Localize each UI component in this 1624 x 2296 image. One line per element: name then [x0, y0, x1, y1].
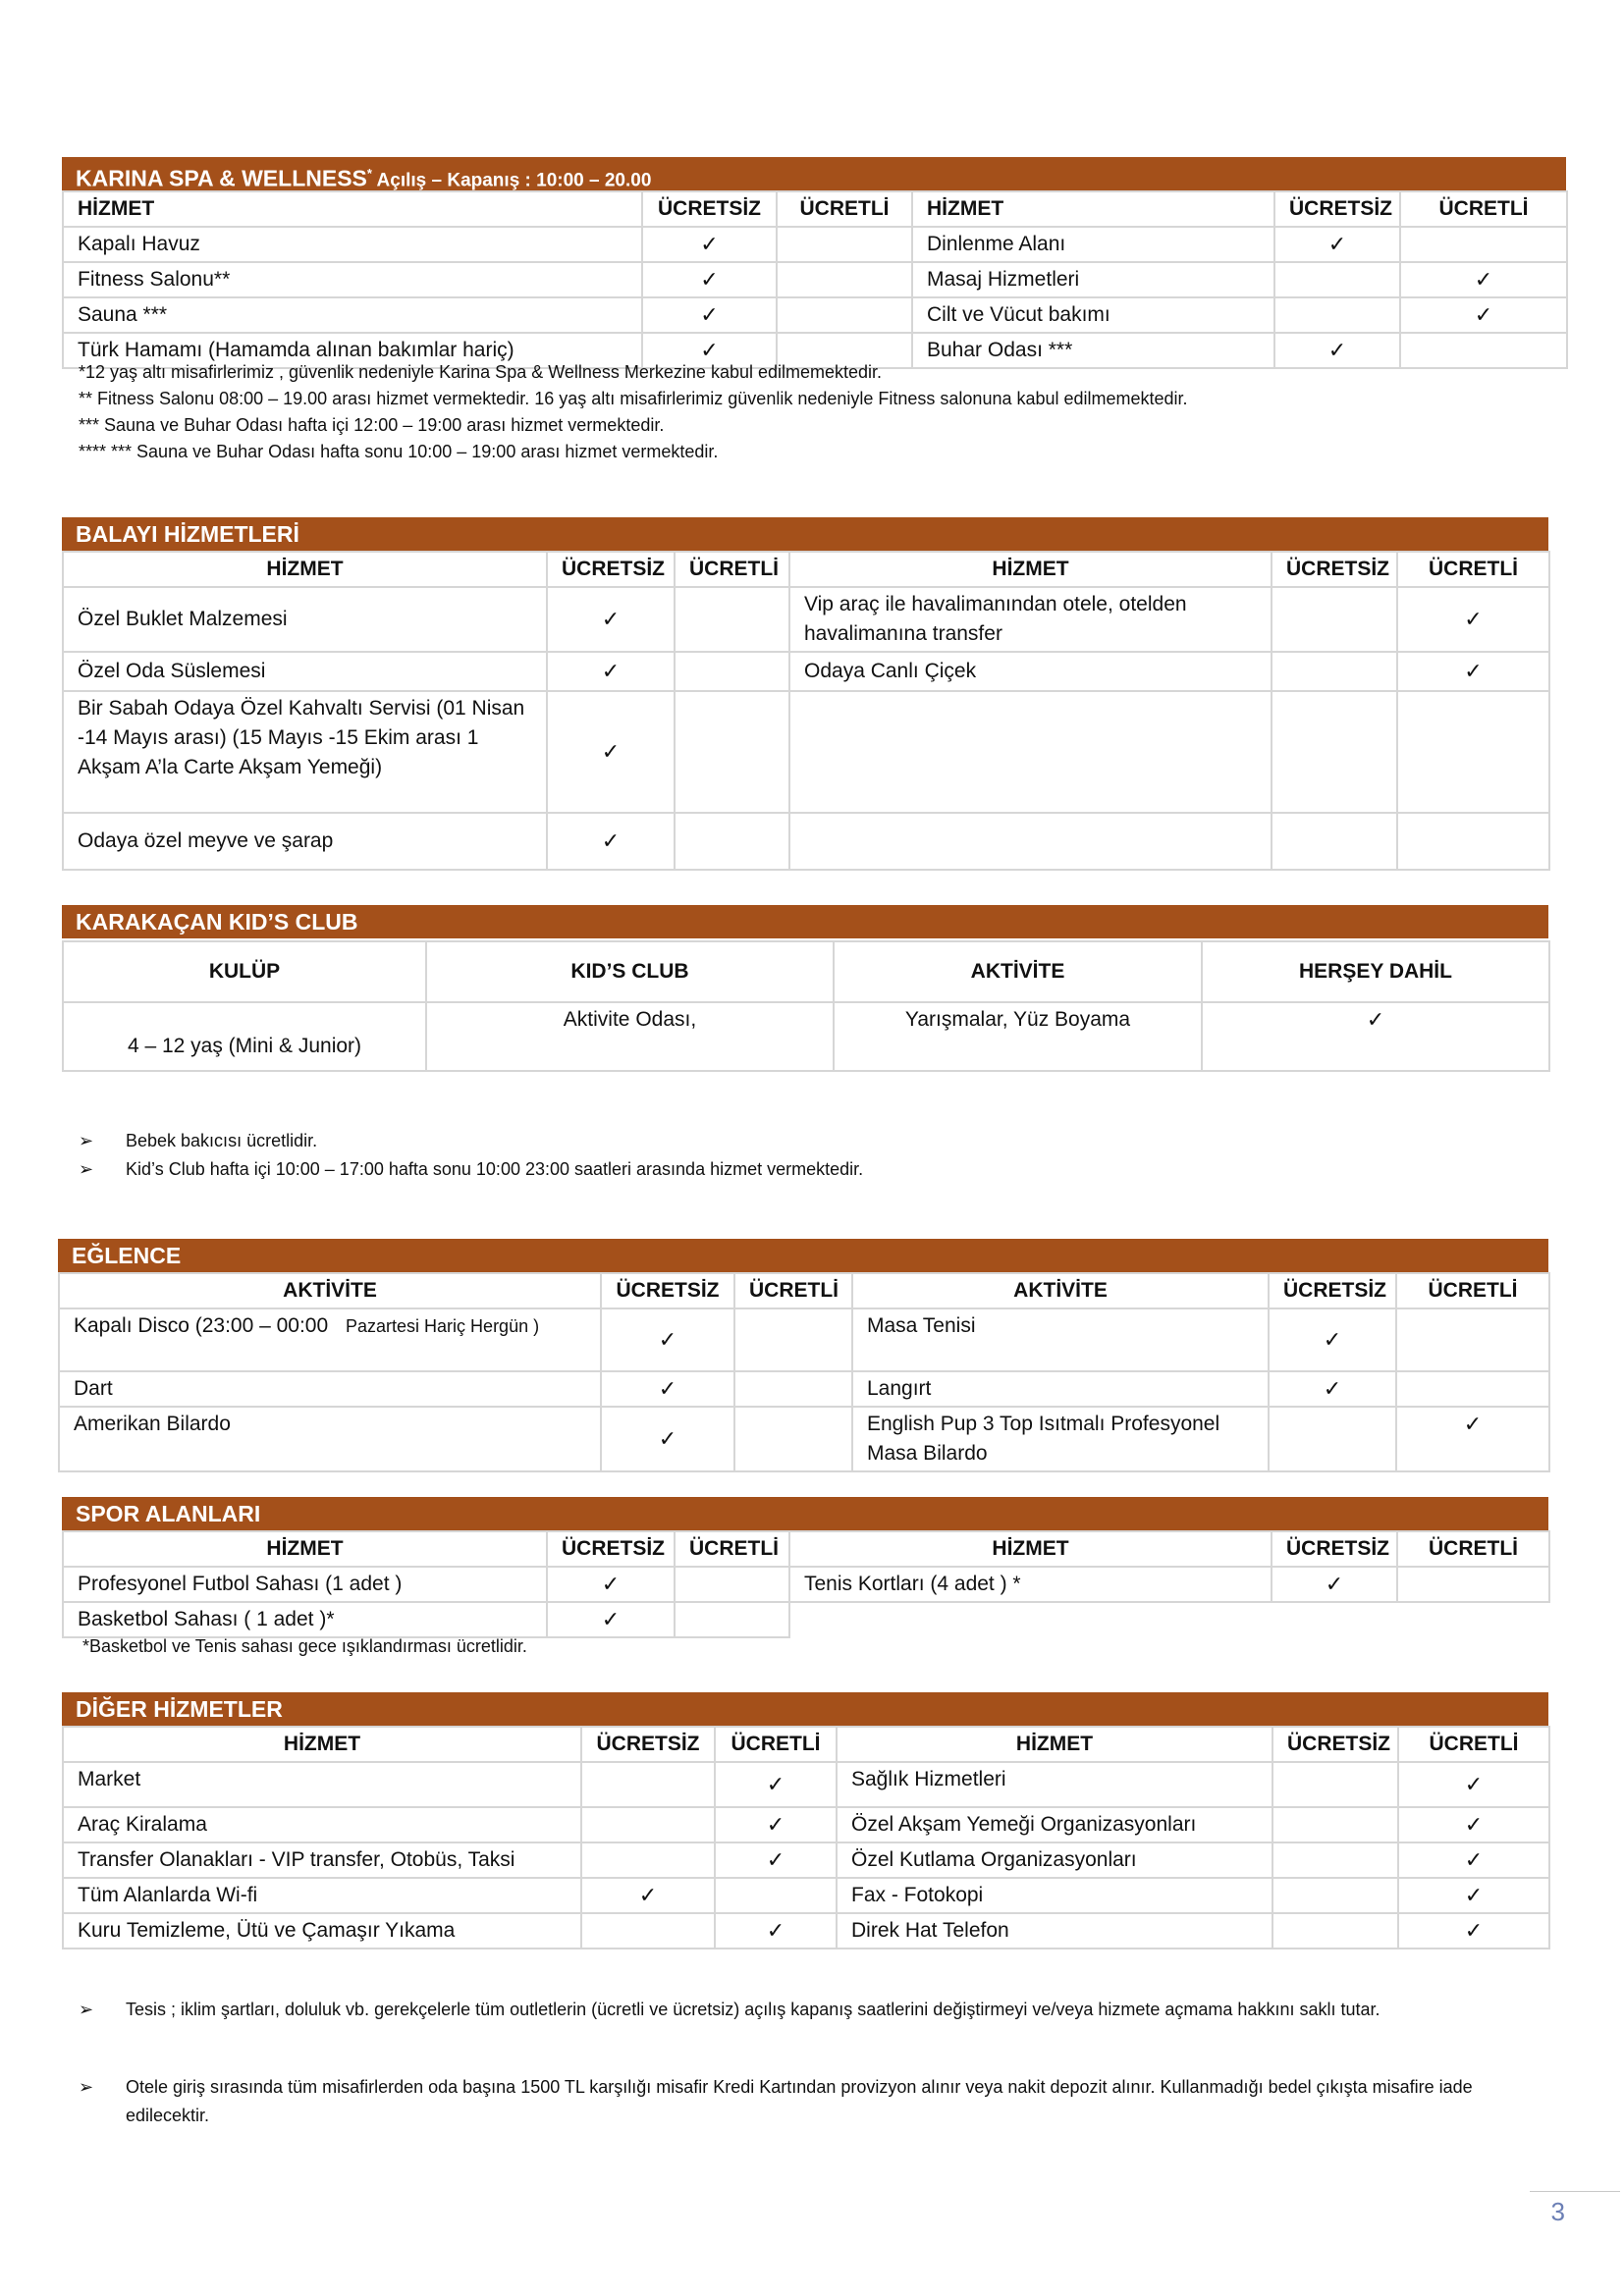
- service-name: Buhar Odası ***: [912, 333, 1274, 368]
- service-name: Kuru Temizleme, Ütü ve Çamaşır Yıkama: [63, 1913, 581, 1949]
- spa-note-2: ** Fitness Salonu 08:00 – 19.00 arası hizmet vermektedir. 16 yaş altı misafirlerimiz güvenlik nedeniyle Fitness salonuna kabul edilmemektedir.: [79, 389, 1188, 408]
- check-icon: ✓: [715, 1913, 837, 1949]
- check-cell: [715, 1878, 837, 1913]
- check-cell: [777, 262, 912, 297]
- check-cell: [1272, 1913, 1398, 1949]
- balayi-header: [62, 517, 1548, 551]
- check-icon: ✓: [1398, 1762, 1549, 1807]
- table-row: [59, 1371, 1549, 1407]
- empty-cell: [789, 1602, 1272, 1637]
- kids-age: 4 – 12 yaş (Mini & Junior): [63, 1002, 426, 1071]
- spa-hours: Açılış – Kapanış : 10:00 – 20.00: [371, 170, 652, 191]
- table-row: [63, 813, 1549, 870]
- check-cell: [675, 587, 789, 652]
- service-name: Sauna ***: [63, 297, 642, 333]
- check-icon: ✓: [1272, 1567, 1397, 1602]
- service-name: Özel Buklet Malzemesi: [63, 587, 547, 652]
- spa-title-sup: *: [366, 166, 372, 181]
- table-row: [63, 1602, 1549, 1637]
- col-ucretsiz: ÜCRETSİZ: [1274, 191, 1400, 227]
- service-name: Fitness Salonu**: [63, 262, 642, 297]
- col-hersey-dahil: HERŞEY DAHİL: [1202, 941, 1549, 1002]
- bullet-text: Kid’s Club hafta içi 10:00 – 17:00 hafta sonu 10:00 23:00 saatleri arasında hizmet vermektedir.: [126, 1159, 864, 1179]
- check-cell: [1272, 1842, 1398, 1878]
- check-cell: [1272, 813, 1397, 870]
- check-cell: [777, 227, 912, 262]
- spor-header-row: [63, 1531, 1549, 1567]
- table-row: [63, 652, 1549, 691]
- service-name: Basketbol Sahası ( 1 adet )*: [63, 1602, 547, 1637]
- check-icon: ✓: [1397, 587, 1549, 652]
- kids-header: [62, 905, 1548, 938]
- check-icon: ✓: [1269, 1308, 1396, 1371]
- check-cell: [581, 1913, 715, 1949]
- check-icon: ✓: [601, 1308, 734, 1371]
- col-hizmet: HİZMET: [912, 191, 1274, 227]
- col-ucretli: ÜCRETLİ: [1400, 191, 1567, 227]
- kids-title: KARAKAÇAN KID’S CLUB: [76, 909, 358, 934]
- page-number: 3: [1550, 2197, 1565, 2226]
- service-name: Özel Oda Süslemesi: [63, 652, 547, 691]
- table-row: [63, 1913, 1549, 1949]
- col-hizmet: HİZMET: [63, 191, 642, 227]
- service-name: [789, 813, 1272, 870]
- balayi-table: [62, 551, 1550, 871]
- check-cell: [1272, 652, 1397, 691]
- spor-title: SPOR ALANLARI: [76, 1501, 261, 1526]
- check-icon: ✓: [547, 813, 675, 870]
- disco-schedule: Pazartesi Hariç Hergün ): [346, 1316, 540, 1336]
- spor-table: [62, 1530, 1550, 1638]
- spa-note-3: *** Sauna ve Buhar Odası hafta içi 12:00 – 19:00 arası hizmet vermektedir.: [79, 415, 665, 435]
- spor-note: *Basketbol ve Tenis sahası gece ışıklandırması ücretlidir.: [82, 1636, 527, 1656]
- check-icon: ✓: [642, 227, 777, 262]
- check-cell: [1272, 691, 1397, 813]
- activity-name: Masa Tenisi: [852, 1308, 1269, 1371]
- service-name: Dinlenme Alanı: [912, 227, 1274, 262]
- check-icon: ✓: [1202, 1002, 1549, 1071]
- service-name: Masaj Hizmetleri: [912, 262, 1274, 297]
- check-icon: ✓: [1396, 1407, 1549, 1471]
- check-icon: ✓: [547, 1602, 675, 1637]
- service-name: Türk Hamamı (Hamamda alınan bakımlar hariç): [63, 333, 642, 368]
- col-hizmet: HİZMET: [63, 1727, 581, 1762]
- table-row: [59, 1308, 1549, 1371]
- check-cell: [1274, 262, 1400, 297]
- service-name: [789, 691, 1272, 813]
- col-ucretli: ÜCRETLİ: [1397, 1531, 1549, 1567]
- service-name: Direk Hat Telefon: [837, 1913, 1272, 1949]
- col-aktivite: AKTİVİTE: [59, 1273, 601, 1308]
- arrow-bullet-icon: ➢: [79, 1159, 94, 1179]
- eglence-header-row: [59, 1273, 1549, 1308]
- col-ucretli: ÜCRETLİ: [715, 1727, 837, 1762]
- check-icon: ✓: [642, 333, 777, 368]
- check-cell: [1272, 1762, 1398, 1807]
- arrow-bullet-icon: ➢: [79, 2000, 94, 2019]
- spor-header: [62, 1497, 1548, 1530]
- table-row: [63, 1002, 1549, 1071]
- col-hizmet: HİZMET: [63, 1531, 547, 1567]
- table-row: [63, 587, 1549, 652]
- bullet-text: Bebek bakıcısı ücretlidir.: [126, 1131, 318, 1150]
- eglence-table: [58, 1272, 1550, 1472]
- service-name: Cilt ve Vücut bakımı: [912, 297, 1274, 333]
- kids-header-row: [63, 941, 1549, 1002]
- spa-note-1: *12 yaş altı misafirlerimiz , güvenlik nedeniyle Karina Spa & Wellness Merkezine kabul edilmemektedir.: [79, 362, 883, 382]
- activity-name: [59, 1308, 601, 1371]
- service-name: Özel Kutlama Organizasyonları: [837, 1842, 1272, 1878]
- check-icon: ✓: [642, 297, 777, 333]
- arrow-bullet-icon: ➢: [79, 2077, 94, 2097]
- service-name: Profesyonel Futbol Sahası (1 adet ): [63, 1567, 547, 1602]
- check-icon: ✓: [1400, 262, 1567, 297]
- col-ucretli: ÜCRETLİ: [1398, 1727, 1549, 1762]
- check-icon: ✓: [715, 1762, 837, 1807]
- disco-label: Kapalı Disco (23:00 – 00:00: [74, 1314, 329, 1337]
- spa-header: [62, 157, 1566, 190]
- check-cell: [734, 1407, 852, 1471]
- diger-title: DİĞER HİZMETLER: [76, 1696, 283, 1722]
- check-icon: ✓: [1398, 1842, 1549, 1878]
- activity-name: Amerikan Bilardo: [59, 1407, 601, 1471]
- service-name: Sağlık Hizmetleri: [837, 1762, 1272, 1807]
- check-icon: ✓: [581, 1878, 715, 1913]
- check-cell: [734, 1308, 852, 1371]
- check-icon: ✓: [1398, 1807, 1549, 1842]
- col-kids-club: KID’S CLUB: [426, 941, 834, 1002]
- service-name: Özel Akşam Yemeği Organizasyonları: [837, 1807, 1272, 1842]
- col-ucretli: ÜCRETLİ: [675, 1531, 789, 1567]
- kids-room: Aktivite Odası,: [426, 1002, 834, 1071]
- check-cell: [1400, 227, 1567, 262]
- col-ucretsiz: ÜCRETSİZ: [1272, 552, 1397, 587]
- service-name: Transfer Olanakları - VIP transfer, Otobüs, Taksi: [63, 1842, 581, 1878]
- eglence-header: [58, 1239, 1548, 1272]
- col-hizmet: HİZMET: [63, 552, 547, 587]
- service-name: Bir Sabah Odaya Özel Kahvaltı Servisi (01 Nisan -14 Mayıs arası) (15 Mayıs -15 Ekim arası 1 Akşam A’la Carte Akşam Yemeği): [63, 691, 547, 813]
- col-hizmet: HİZMET: [789, 552, 1272, 587]
- check-cell: [777, 297, 912, 333]
- check-icon: ✓: [547, 652, 675, 691]
- empty-cell: [1397, 1602, 1549, 1637]
- col-ucretsiz: ÜCRETSİZ: [601, 1273, 734, 1308]
- col-kulup: KULÜP: [63, 941, 426, 1002]
- check-icon: ✓: [547, 691, 675, 813]
- col-hizmet: HİZMET: [837, 1727, 1272, 1762]
- check-cell: [734, 1371, 852, 1407]
- col-ucretli: ÜCRETLİ: [1397, 552, 1549, 587]
- check-cell: [581, 1842, 715, 1878]
- check-cell: [581, 1807, 715, 1842]
- service-name: Fax - Fotokopi: [837, 1878, 1272, 1913]
- check-icon: ✓: [715, 1842, 837, 1878]
- service-name: Tüm Alanlarda Wi-fi: [63, 1878, 581, 1913]
- check-icon: ✓: [1398, 1878, 1549, 1913]
- table-row: [63, 1762, 1549, 1807]
- col-ucretli: ÜCRETLİ: [1396, 1273, 1549, 1308]
- service-name: Vip araç ile havalimanından otele, otelden havalimanına transfer: [789, 587, 1272, 652]
- check-cell: [675, 813, 789, 870]
- check-cell: [1272, 1807, 1398, 1842]
- check-icon: ✓: [547, 587, 675, 652]
- check-cell: [1397, 691, 1549, 813]
- col-hizmet: HİZMET: [789, 1531, 1272, 1567]
- table-row: [63, 297, 1567, 333]
- service-name: Araç Kiralama: [63, 1807, 581, 1842]
- table-row: [63, 1567, 1549, 1602]
- kids-table: [62, 940, 1550, 1072]
- kids-activities: Yarışmalar, Yüz Boyama: [834, 1002, 1202, 1071]
- col-aktivite: AKTİVİTE: [852, 1273, 1269, 1308]
- spa-note-4: **** *** Sauna ve Buhar Odası hafta sonu 10:00 – 19:00 arası hizmet vermektedir.: [79, 442, 719, 461]
- diger-header-row: [63, 1727, 1549, 1762]
- spa-table: [62, 190, 1568, 369]
- table-row: [63, 262, 1567, 297]
- col-ucretsiz: ÜCRETSİZ: [547, 552, 675, 587]
- check-cell: [1400, 333, 1567, 368]
- table-row: [63, 691, 1549, 813]
- empty-cell: [1272, 1602, 1397, 1637]
- check-icon: ✓: [547, 1567, 675, 1602]
- eglence-title: EĞLENCE: [72, 1243, 182, 1268]
- diger-header: [62, 1692, 1548, 1726]
- check-icon: ✓: [1397, 652, 1549, 691]
- service-name: Kapalı Havuz: [63, 227, 642, 262]
- footer-rule: [1530, 2191, 1620, 2192]
- check-cell: [1274, 297, 1400, 333]
- col-ucretli: ÜCRETLİ: [675, 552, 789, 587]
- table-row: [63, 1807, 1549, 1842]
- check-cell: [1269, 1407, 1396, 1471]
- arrow-bullet-icon: ➢: [79, 1131, 94, 1150]
- col-ucretsiz: ÜCRETSİZ: [642, 191, 777, 227]
- service-name: Market: [63, 1762, 581, 1807]
- check-cell: [675, 1602, 789, 1637]
- check-cell: [1396, 1371, 1549, 1407]
- check-icon: ✓: [601, 1371, 734, 1407]
- check-icon: ✓: [1274, 227, 1400, 262]
- col-ucretli: ÜCRETLİ: [734, 1273, 852, 1308]
- col-aktivite: AKTİVİTE: [834, 941, 1202, 1002]
- check-icon: ✓: [642, 262, 777, 297]
- check-cell: [1397, 813, 1549, 870]
- check-icon: ✓: [715, 1807, 837, 1842]
- diger-table: [62, 1726, 1550, 1949]
- col-ucretsiz: ÜCRETSİZ: [581, 1727, 715, 1762]
- bullet-text: Tesis ; iklim şartları, doluluk vb. gerekçelerle tüm outletlerin (ücretli ve ücretsiz) açılış kapanış saatlerini değiştirmeyi ve/veya hizmete açmama hakkını saklı tutar.: [126, 2000, 1380, 2019]
- bullet-text: Otele giriş sırasında tüm misafirlerden oda başına 1500 TL karşılığı misafir Kredi Kartından provizyon alınır veya nakit depozit alınır. Kullanmadığı bedel çıkışta misafire iade edilecektir.: [126, 2077, 1473, 2125]
- service-name: Tenis Kortları (4 adet ) *: [789, 1567, 1272, 1602]
- col-ucretli: ÜCRETLİ: [777, 191, 912, 227]
- activity-name: Dart: [59, 1371, 601, 1407]
- col-ucretsiz: ÜCRETSİZ: [1269, 1273, 1396, 1308]
- check-cell: [1397, 1567, 1549, 1602]
- service-name: Odaya özel meyve ve şarap: [63, 813, 547, 870]
- check-cell: [581, 1762, 715, 1807]
- col-ucretsiz: ÜCRETSİZ: [1272, 1727, 1398, 1762]
- activity-name: English Pup 3 Top Isıtmalı Profesyonel Masa Bilardo: [852, 1407, 1269, 1471]
- balayi-header-row: [63, 552, 1549, 587]
- check-icon: ✓: [1400, 297, 1567, 333]
- check-cell: [675, 691, 789, 813]
- table-row: [63, 227, 1567, 262]
- check-icon: ✓: [601, 1407, 734, 1471]
- check-icon: ✓: [1274, 333, 1400, 368]
- col-ucretsiz: ÜCRETSİZ: [547, 1531, 675, 1567]
- col-ucretsiz: ÜCRETSİZ: [1272, 1531, 1397, 1567]
- diger-bullet-2: [79, 2073, 1551, 2134]
- check-cell: [675, 1567, 789, 1602]
- check-cell: [1272, 1878, 1398, 1913]
- table-row: [63, 1842, 1549, 1878]
- check-cell: [1272, 587, 1397, 652]
- check-icon: ✓: [1398, 1913, 1549, 1949]
- table-row: [63, 1878, 1549, 1913]
- check-cell: [675, 652, 789, 691]
- activity-name: Langırt: [852, 1371, 1269, 1407]
- table-row: [59, 1407, 1549, 1471]
- balayi-title: BALAYI HİZMETLERİ: [76, 521, 299, 547]
- spa-title: KARINA SPA & WELLNESS: [76, 165, 367, 191]
- service-name: Odaya Canlı Çiçek: [789, 652, 1272, 691]
- spa-header-row: [63, 191, 1567, 227]
- check-cell: [1396, 1308, 1549, 1371]
- diger-bullet-1: [79, 1996, 1551, 2056]
- check-icon: ✓: [1269, 1371, 1396, 1407]
